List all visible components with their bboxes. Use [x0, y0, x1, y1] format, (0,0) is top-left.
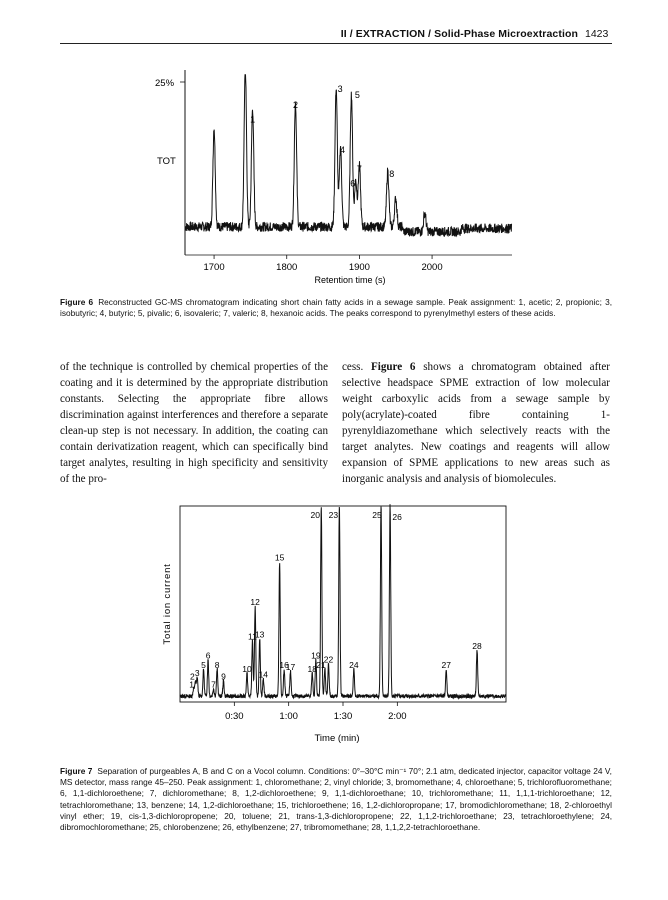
figure6-trace: [185, 75, 512, 237]
figure7-x-label: Time (min): [314, 733, 360, 744]
page-number: 1423: [585, 28, 609, 40]
peak-label: 9: [221, 671, 226, 682]
peak-label: 10: [242, 663, 252, 674]
peak-label: 1: [250, 114, 256, 125]
x-tick-label: 1:30: [333, 711, 353, 722]
peak-label: 3: [337, 83, 343, 94]
peak-label: 5: [201, 660, 206, 671]
peak-label: 28: [472, 640, 482, 651]
body-column-right: [342, 359, 610, 487]
peak-label: 22: [323, 654, 334, 665]
figure7-caption-text: Separation of purgeables A, B and C on a Vocol column. Conditions: 0°–30°C min⁻¹ 70°; 2.1 atm, dedicated injector, capacitor voltage 24 V, MS detector, mass range 45–250. Peak assignment: 1, chloromethane; 2, vinyl chloride; 3, bromomethane; 4, chloroethane; 5, trichlorofluoromethane; 6, 1,1-dichloroethene; 7, dichloromethane; 8, 1,2-dichloroethene; 9, 1,1-dichloroethane; 10, trichloromethane; 11, 1,1,1-trichloroethane; 12, tetrachloromethane; 13, benzene; 14, 1,2-dichloroethane; 15, trichloroethene; 16, 1,2-dichloropropane; 17, bromodichloromethane; 18, 2-chloroethyl vinyl ether; 19, cis-1,3-dichloropropene; 20, toluene; 21, trans-1,3-dichloropropene; 22, 1,1,2-trichloroethane; 23, tetrachloroethylene; 24, dibromochloromethane; 25, chlorobenzene; 26, ethylbenzene; 27, tribromomethane; 28, 1,1,2,2-tetrachloroethane.: [60, 766, 612, 833]
peak-label: 21: [316, 660, 326, 671]
peak-label: 24: [349, 660, 359, 671]
peak-label: 18: [307, 663, 317, 674]
x-tick-label: 1:00: [279, 711, 298, 722]
figure7-caption-label: Figure 7: [60, 766, 93, 776]
peak-label: 19: [311, 650, 321, 661]
figure7-caption: [60, 766, 612, 833]
peak-label: 17: [285, 662, 296, 673]
peak-label: 8: [389, 169, 395, 179]
figure6-reference: Figure 6: [370, 361, 416, 373]
peak-label: 2: [292, 100, 298, 111]
peak-label: 23: [328, 510, 339, 520]
peak-label: 8: [214, 660, 220, 671]
peak-label: 25: [372, 510, 382, 520]
peak-label: 1: [189, 679, 194, 690]
peak-label: 20: [310, 510, 321, 520]
body-left-text: of the technique is controlled by chemical properties of the coating and it is determined by the appropriate distribution constants. Selecting the appropriate fibre allows discrimination against interferences and therefore a separate clean-up step is not necessary. In addition, the coating can contain derivatization reagent, which can specifically bind target analytes, resulting in high specificity and sensitivity of the pro-: [60, 361, 328, 485]
body-column-left: [60, 359, 328, 487]
x-tick-label: 0:30: [225, 711, 244, 722]
peak-label: 12: [250, 596, 260, 607]
peak-label: 11: [248, 631, 257, 642]
figure6-y-label: TOT: [157, 156, 176, 167]
figure7-chromatogram: [0, 490, 668, 760]
peak-label: 3: [194, 667, 200, 678]
figure6-caption: [60, 297, 612, 319]
peak-label: 2: [190, 671, 195, 682]
figure6-x-label: Retention time (s): [314, 275, 386, 285]
peak-label: 7: [356, 164, 362, 175]
figure7-y-label: Total ion current: [162, 563, 173, 645]
figure7-frame: [180, 506, 506, 702]
x-tick-label: 1700: [203, 262, 225, 273]
peak-label: 4: [339, 145, 346, 155]
peak-label: 7: [211, 679, 216, 690]
x-tick-label: 1800: [276, 262, 298, 273]
peak-label: 14: [258, 669, 269, 680]
figure6-y-scale-label: 25%: [155, 78, 175, 89]
figure6-chromatogram: [0, 0, 668, 300]
peak-label: 6: [350, 178, 356, 189]
body-right-pre: cess.: [342, 361, 371, 373]
figure7-trace: [180, 504, 506, 698]
peak-label: 27: [441, 660, 451, 671]
figure6-caption-label: Figure 6: [60, 297, 94, 307]
x-tick-label: 2:00: [388, 711, 407, 722]
peak-label: 13: [254, 629, 265, 640]
peak-label: 6: [205, 650, 211, 661]
figure6-caption-text: Reconstructed GC-MS chromatogram indicating short chain fatty acids in a sewage sample. Peak assignment: 1, acetic; 2, propionic; 3, isobutyric; 4, butyric; 5, pivalic; 6, isovaleric; 7, valeric; 8, hexanoic acids. The peaks correspond to pyrenylmethyl esters of these acids.: [60, 297, 613, 319]
header-title: II / EXTRACTION / Solid-Phase Microextraction: [340, 28, 578, 40]
peak-label: 15: [274, 552, 285, 563]
peak-label: 26: [392, 512, 402, 522]
body-right-text: shows a chromatogram obtained after selective headspace SPME extraction of low molecular weight carboxylic acids from a sewage sample by poly(acrylate)-coated fibre containing 1-pyrenyldiazomethane which selectively reacts with the target analytes. New coatings and reagents will allow expansion of SPME applications to new areas such as inorganic analysis and analysis of biomolecules.: [342, 361, 610, 485]
x-tick-label: 1900: [348, 262, 370, 273]
peak-label: 5: [354, 90, 360, 101]
peak-label: 16: [279, 660, 289, 671]
x-tick-label: 2000: [421, 262, 443, 273]
